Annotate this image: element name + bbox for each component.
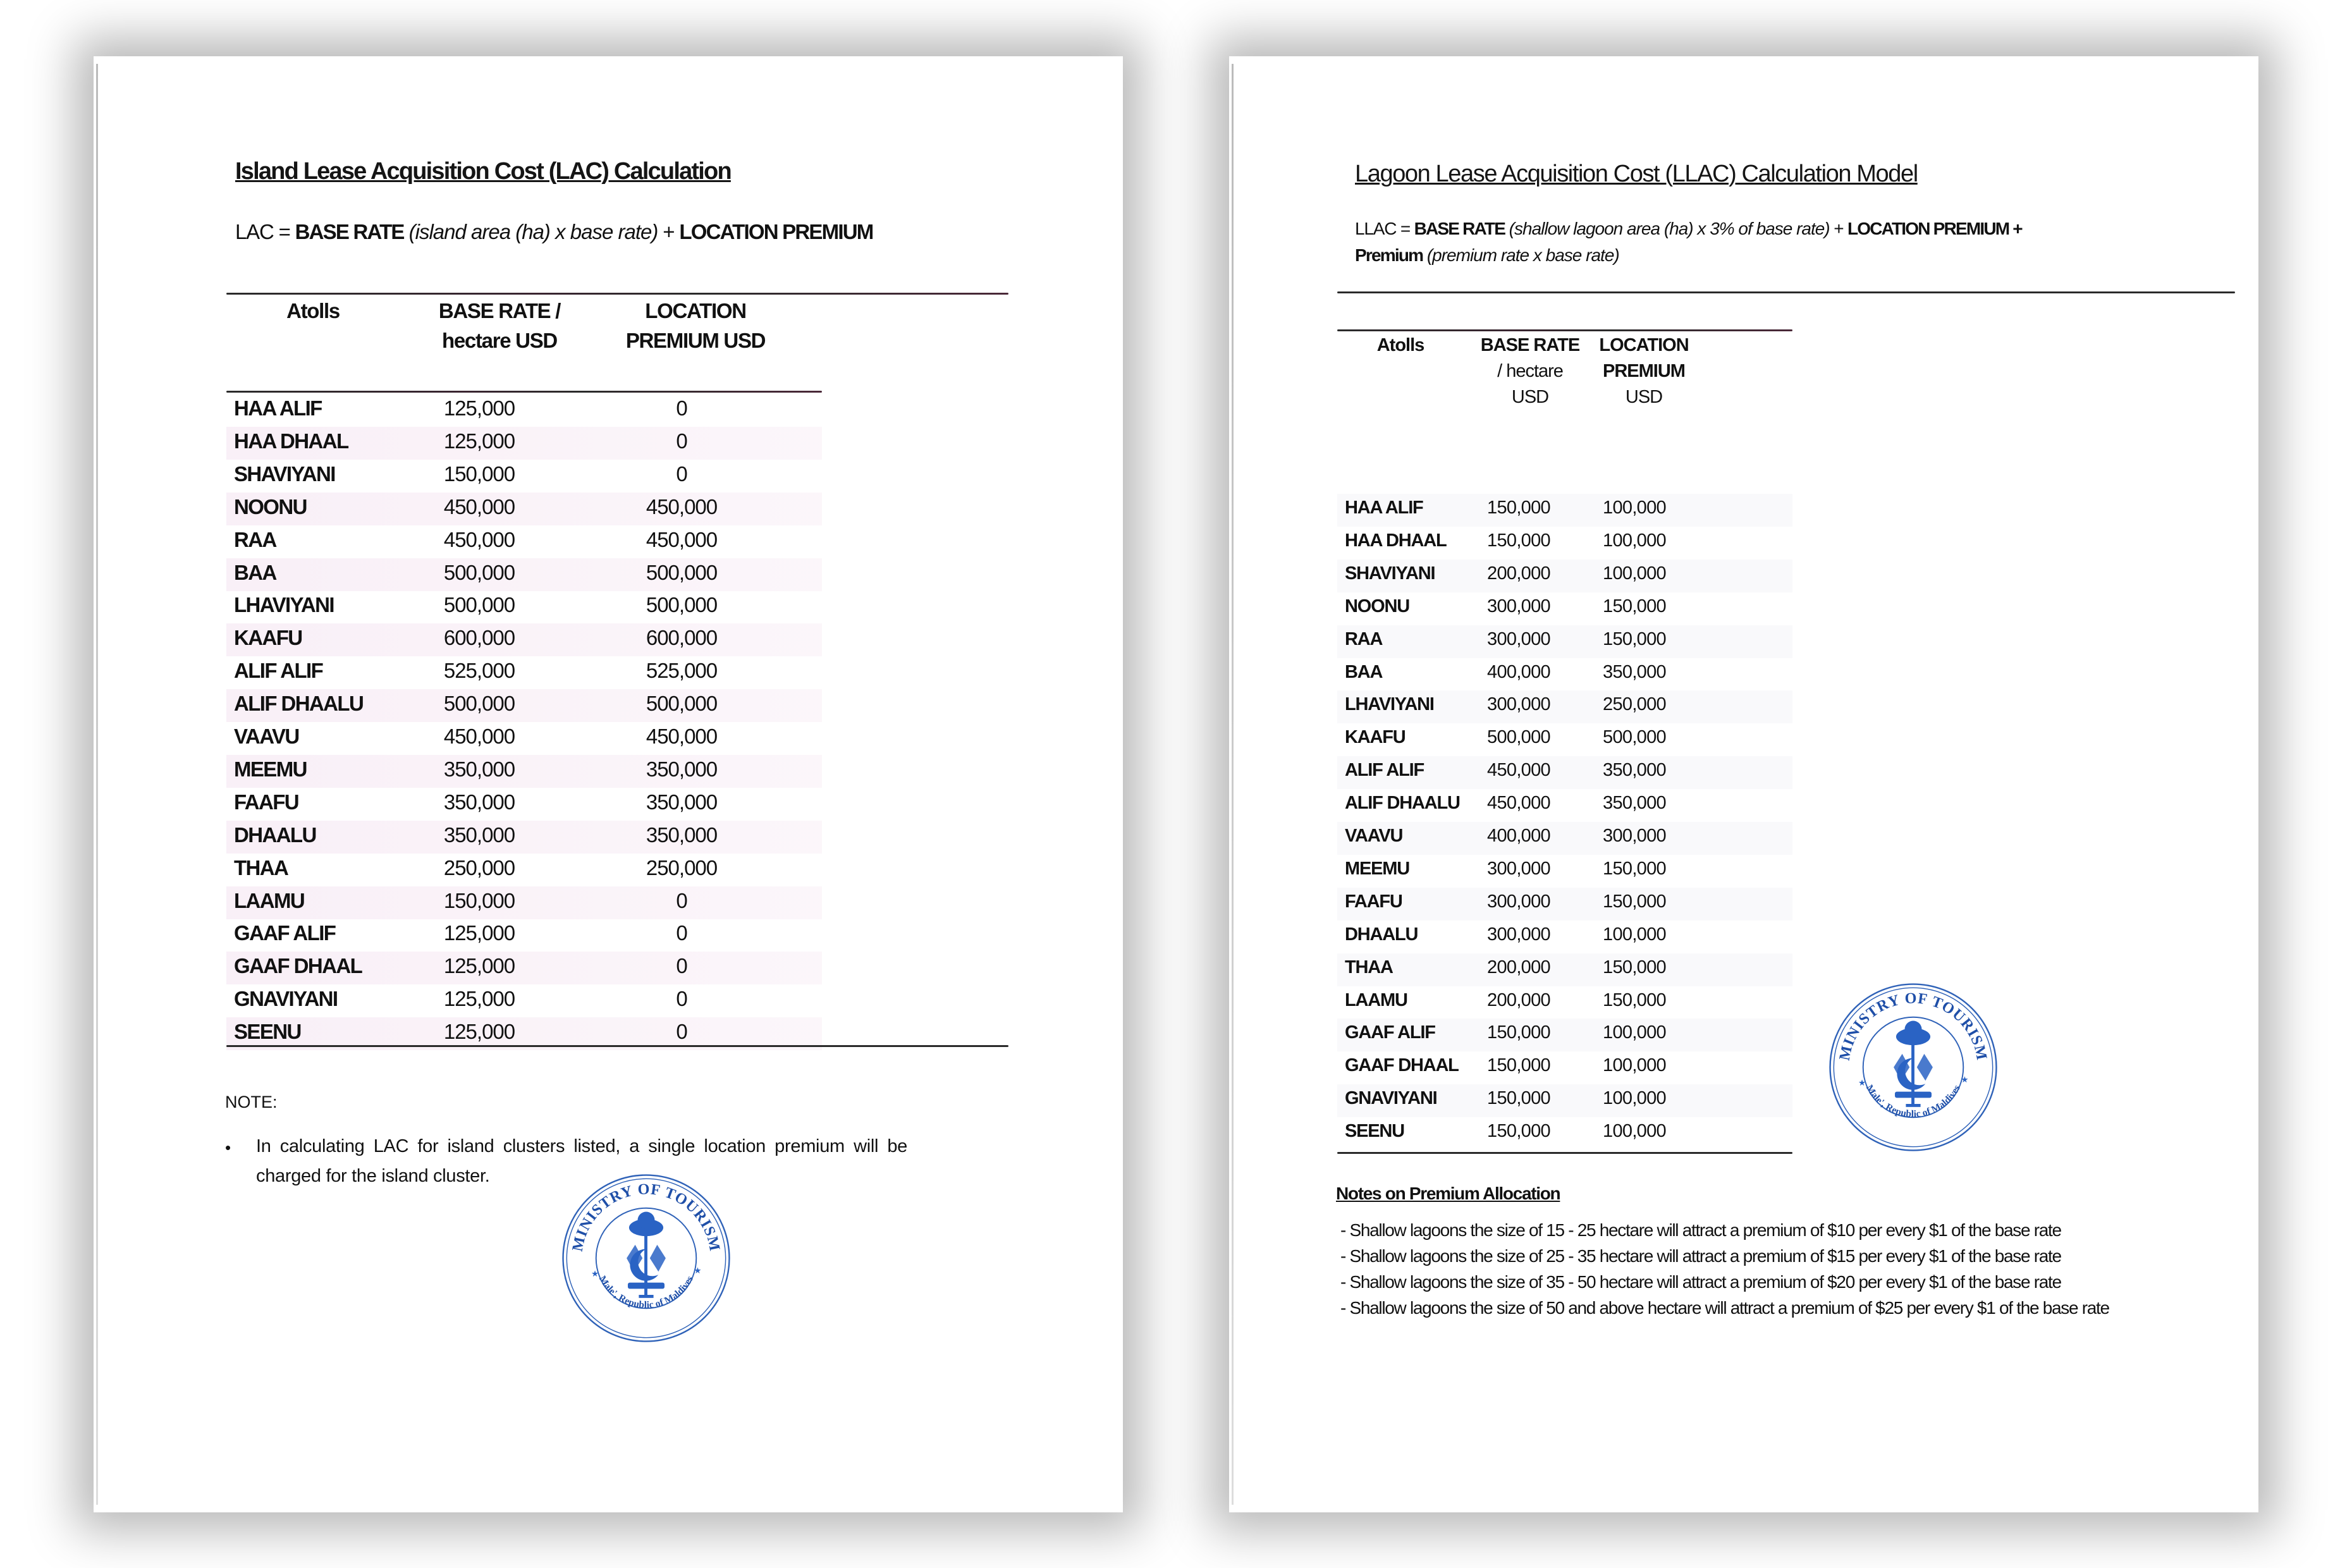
svg-text:Male', Republic of Maldives: Male', Republic of Maldives <box>1863 1082 1963 1120</box>
base-rate-cell: 450,000 <box>1487 760 1550 781</box>
formula-premium: Premium <box>1355 245 1423 265</box>
lac-formula <box>235 220 873 244</box>
atoll-cell: THAA <box>1345 957 1393 977</box>
table-row <box>1337 921 1792 953</box>
atoll-cell: NOONU <box>1345 596 1409 616</box>
notes-heading: Notes on Premium Allocation <box>1336 1184 1560 1203</box>
table-row <box>1337 888 1792 921</box>
atoll-cell: SHAVIYANI <box>1345 563 1435 584</box>
col-header-premium-line3: USD <box>1625 387 1663 407</box>
table-row <box>1337 560 1792 592</box>
base-rate-cell: 125,000 <box>443 429 515 453</box>
col-header-base-rate-line1: BASE RATE <box>1480 335 1580 355</box>
atoll-cell: LAAMU <box>1345 989 1407 1010</box>
atoll-cell: KAAFU <box>1345 727 1406 748</box>
atoll-cell: GAAF DHAAL <box>234 954 362 978</box>
svg-text:MINISTRY OF TOURISM: MINISTRY OF TOURISM <box>568 1180 724 1253</box>
location-premium-cell: 250,000 <box>646 855 718 879</box>
location-premium-cell: 100,000 <box>1603 1055 1666 1076</box>
notes-item: - Shallow lagoons the size of 15 - 25 hectare will attract a premium of $10 per every $1 of the base rate <box>1340 1220 2061 1240</box>
col-header-premium-line2: PREMIUM USD <box>625 329 766 352</box>
base-rate-cell: 500,000 <box>443 593 515 617</box>
location-premium-cell: 600,000 <box>646 626 718 650</box>
llac-formula-line1 <box>1355 219 2022 239</box>
table-row <box>226 591 822 623</box>
atoll-cell: MEEMU <box>1345 858 1409 879</box>
table-row <box>226 755 822 788</box>
formula-base-rate-detail: (island area (ha) x base rate) <box>408 220 658 243</box>
atoll-cell: RAA <box>1345 628 1383 649</box>
base-rate-cell: 125,000 <box>443 987 515 1011</box>
location-premium-cell: 350,000 <box>1603 760 1666 781</box>
table-row <box>1337 986 1792 1019</box>
note-item: In calculating LAC for island clusters listed, a single location premium will be charged for the island cluster. <box>256 1136 907 1186</box>
ministry-of-tourism-seal-icon <box>1822 976 2005 1159</box>
table-row <box>226 623 822 656</box>
location-premium-cell: 500,000 <box>1603 727 1666 748</box>
location-premium-cell: 350,000 <box>646 823 718 847</box>
atoll-cell: SEENU <box>1345 1121 1404 1142</box>
location-premium-cell: 0 <box>676 987 687 1011</box>
formula-bottom-rule <box>1337 291 2235 293</box>
location-premium-cell: 150,000 <box>1603 628 1666 649</box>
base-rate-cell: 525,000 <box>443 659 515 683</box>
base-rate-cell: 125,000 <box>443 1020 515 1044</box>
atoll-cell: GAAF ALIF <box>1345 1022 1435 1043</box>
atoll-cell: DHAALU <box>1345 924 1418 945</box>
llac-title: Lagoon Lease Acquisition Cost (LLAC) Calculation Model <box>1355 161 1918 187</box>
atoll-cell: BAA <box>234 560 276 584</box>
base-rate-cell: 600,000 <box>443 626 515 650</box>
base-rate-cell: 450,000 <box>1487 793 1550 814</box>
atoll-cell: ALIF ALIF <box>234 659 323 683</box>
atoll-cell: SHAVIYANI <box>234 462 335 486</box>
base-rate-cell: 300,000 <box>1487 596 1550 616</box>
table-top-rule <box>1337 329 1792 331</box>
atoll-cell: RAA <box>234 527 276 551</box>
location-premium-cell: 500,000 <box>646 560 718 584</box>
svg-text:★: ★ <box>1858 1078 1866 1087</box>
col-header-base-rate <box>424 296 575 355</box>
base-rate-cell: 150,000 <box>1487 530 1550 551</box>
svg-text:★: ★ <box>1961 1075 1969 1085</box>
formula-plus: + <box>1829 219 1847 238</box>
svg-text:★: ★ <box>694 1266 702 1276</box>
location-premium-cell: 500,000 <box>646 692 718 716</box>
table-row <box>226 656 822 689</box>
formula-location-premium: LOCATION PREMIUM + <box>1847 219 2022 238</box>
base-rate-cell: 125,000 <box>443 954 515 978</box>
base-rate-cell: 250,000 <box>443 855 515 879</box>
formula-prefix: LLAC = <box>1355 219 1414 238</box>
location-premium-cell: 350,000 <box>646 757 718 781</box>
atoll-cell: MEEMU <box>234 757 307 781</box>
ministry-stamp-left <box>554 1167 738 1350</box>
location-premium-cell: 525,000 <box>646 659 718 683</box>
formula-plus: + <box>658 220 680 243</box>
atoll-cell: LHAVIYANI <box>234 593 334 617</box>
col-header-base-rate-line2: / hectare <box>1497 361 1563 381</box>
atoll-cell: LAAMU <box>234 888 305 912</box>
location-premium-cell: 0 <box>676 396 687 420</box>
base-rate-cell: 150,000 <box>1487 1022 1550 1043</box>
atoll-cell: DHAALU <box>234 823 316 847</box>
base-rate-cell: 350,000 <box>443 823 515 847</box>
col-header-premium-line1: LOCATION <box>1599 335 1689 355</box>
atoll-cell: ALIF DHAALU <box>234 692 364 716</box>
location-premium-cell: 0 <box>676 429 687 453</box>
col-header-atolls: Atolls <box>1376 335 1424 355</box>
atoll-cell: FAAFU <box>234 790 298 814</box>
table-row <box>1337 1084 1792 1117</box>
atoll-cell: THAA <box>234 855 288 879</box>
location-premium-cell: 250,000 <box>1603 694 1666 715</box>
formula-base-rate: BASE RATE <box>1414 219 1505 238</box>
base-rate-cell: 150,000 <box>1487 1055 1550 1076</box>
table-row <box>1337 723 1792 756</box>
atoll-cell: HAA DHAAL <box>1345 530 1447 551</box>
table-row <box>1337 658 1792 691</box>
table-top-rule <box>226 293 1008 295</box>
base-rate-cell: 450,000 <box>443 725 515 748</box>
table-row <box>226 821 822 854</box>
location-premium-cell: 350,000 <box>1603 793 1666 814</box>
svg-text:Male', Republic of Maldives: Male', Republic of Maldives <box>596 1273 695 1311</box>
formula-location-premium: LOCATION PREMIUM <box>679 220 873 243</box>
svg-text:MINISTRY OF TOURISM: MINISTRY OF TOURISM <box>1835 989 1991 1062</box>
table-row <box>1337 756 1792 789</box>
col-header-premium-line1: LOCATION <box>645 299 746 322</box>
base-rate-cell: 400,000 <box>1487 826 1550 846</box>
base-rate-cell: 150,000 <box>443 462 515 486</box>
atoll-cell: HAA ALIF <box>1345 498 1423 518</box>
table-row <box>226 722 822 755</box>
atoll-cell: VAAVU <box>234 725 299 748</box>
llac-formula-line2 <box>1355 245 1619 266</box>
col-header-location-premium <box>613 296 778 355</box>
atoll-cell: GNAVIYANI <box>234 987 338 1011</box>
base-rate-cell: 150,000 <box>1487 1088 1550 1109</box>
table-row <box>226 493 822 525</box>
col-header-base-rate-line1: BASE RATE / <box>438 299 561 322</box>
table-row <box>226 525 822 558</box>
col-header-base-rate-line2: hectare USD <box>442 329 557 352</box>
base-rate-cell: 500,000 <box>443 692 515 716</box>
location-premium-cell: 100,000 <box>1603 563 1666 584</box>
svg-text:★: ★ <box>591 1269 599 1278</box>
table-row <box>1337 494 1792 527</box>
base-rate-cell: 400,000 <box>1487 661 1550 682</box>
ministry-of-tourism-seal-icon <box>554 1167 738 1350</box>
table-row <box>226 558 822 591</box>
base-rate-cell: 300,000 <box>1487 891 1550 912</box>
location-premium-cell: 100,000 <box>1603 1121 1666 1142</box>
location-premium-cell: 100,000 <box>1603 1022 1666 1043</box>
table-row <box>1337 953 1792 986</box>
location-premium-cell: 0 <box>676 462 687 486</box>
base-rate-cell: 200,000 <box>1487 957 1550 977</box>
location-premium-cell: 0 <box>676 1020 687 1044</box>
table-row <box>226 427 822 460</box>
atoll-cell: HAA ALIF <box>234 396 322 420</box>
base-rate-cell: 125,000 <box>443 921 515 945</box>
atoll-cell: SEENU <box>234 1020 301 1044</box>
table-row <box>226 854 822 886</box>
formula-base-rate-detail: (shallow lagoon area (ha) x 3% of base rate) <box>1509 219 1830 238</box>
base-rate-cell: 200,000 <box>1487 989 1550 1010</box>
table-row <box>1337 822 1792 855</box>
table-row <box>226 460 822 493</box>
table-row <box>1337 1019 1792 1051</box>
table-row <box>226 919 822 952</box>
notes-item: - Shallow lagoons the size of 50 and above hectare will attract a premium of $25 per every $1 of the base rate <box>1340 1298 2109 1318</box>
table-row <box>226 984 822 1017</box>
formula-prefix: LAC = <box>235 220 295 243</box>
atoll-cell: HAA DHAAL <box>234 429 348 453</box>
location-premium-cell: 150,000 <box>1603 989 1666 1010</box>
table-row <box>226 689 822 722</box>
location-premium-cell: 100,000 <box>1603 530 1666 551</box>
col-header-base-rate-line3: USD <box>1511 387 1549 407</box>
atoll-cell: KAAFU <box>234 626 302 650</box>
location-premium-cell: 150,000 <box>1603 891 1666 912</box>
header-underline-rule <box>226 391 822 393</box>
ministry-stamp-right <box>1822 976 2005 1159</box>
location-premium-cell: 500,000 <box>646 593 718 617</box>
table-row <box>1337 1117 1792 1150</box>
notes-item: - Shallow lagoons the size of 25 - 35 hectare will attract a premium of $15 per every $1 of the base rate <box>1340 1246 2061 1266</box>
table-bottom-rule <box>226 1045 1008 1047</box>
base-rate-cell: 350,000 <box>443 790 515 814</box>
atoll-cell: ALIF ALIF <box>1345 760 1424 781</box>
base-rate-cell: 300,000 <box>1487 858 1550 879</box>
base-rate-cell: 150,000 <box>443 888 515 912</box>
atoll-cell: GAAF DHAAL <box>1345 1055 1459 1076</box>
location-premium-cell: 350,000 <box>1603 661 1666 682</box>
base-rate-cell: 300,000 <box>1487 628 1550 649</box>
atoll-cell: NOONU <box>234 494 307 518</box>
table-bottom-rule <box>1337 1152 1792 1154</box>
base-rate-cell: 350,000 <box>443 757 515 781</box>
location-premium-cell: 100,000 <box>1603 1088 1666 1109</box>
table-row <box>1337 789 1792 822</box>
atoll-cell: LHAVIYANI <box>1345 694 1434 715</box>
location-premium-cell: 100,000 <box>1603 498 1666 518</box>
table-row <box>1337 690 1792 723</box>
table-row <box>226 886 822 919</box>
atoll-cell: GNAVIYANI <box>1345 1088 1437 1109</box>
base-rate-cell: 125,000 <box>443 396 515 420</box>
base-rate-cell: 450,000 <box>443 494 515 518</box>
col-header-atolls: Atolls <box>286 299 340 322</box>
table-row <box>1337 592 1792 625</box>
location-premium-cell: 100,000 <box>1603 924 1666 945</box>
atoll-cell: FAAFU <box>1345 891 1402 912</box>
table-row <box>226 952 822 984</box>
atoll-cell: ALIF DHAALU <box>1345 793 1460 814</box>
base-rate-cell: 450,000 <box>443 527 515 551</box>
base-rate-cell: 300,000 <box>1487 924 1550 945</box>
location-premium-cell: 0 <box>676 888 687 912</box>
base-rate-cell: 500,000 <box>443 560 515 584</box>
location-premium-cell: 150,000 <box>1603 596 1666 616</box>
base-rate-cell: 500,000 <box>1487 727 1550 748</box>
location-premium-cell: 450,000 <box>646 527 718 551</box>
location-premium-cell: 0 <box>676 921 687 945</box>
location-premium-cell: 150,000 <box>1603 858 1666 879</box>
base-rate-cell: 200,000 <box>1487 563 1550 584</box>
lac-title: Island Lease Acquisition Cost (LAC) Calculation <box>235 158 731 185</box>
formula-base-rate: BASE RATE <box>295 220 404 243</box>
col-header-location-premium <box>1590 333 1698 410</box>
col-header-premium-line2: PREMIUM <box>1603 361 1685 381</box>
location-premium-cell: 350,000 <box>646 790 718 814</box>
location-premium-cell: 450,000 <box>646 725 718 748</box>
table-row <box>1337 527 1792 560</box>
note-heading: NOTE: <box>225 1093 278 1112</box>
atoll-cell: VAAVU <box>1345 826 1403 846</box>
table-row <box>226 394 822 427</box>
table-row <box>226 788 822 821</box>
table-row <box>1337 855 1792 888</box>
base-rate-cell: 150,000 <box>1487 498 1550 518</box>
atoll-cell: GAAF ALIF <box>234 921 336 945</box>
table-row <box>1337 1051 1792 1084</box>
table-row <box>1337 625 1792 658</box>
atoll-cell: BAA <box>1345 661 1383 682</box>
notes-item: - Shallow lagoons the size of 35 - 50 hectare will attract a premium of $20 per every $1 of the base rate <box>1340 1272 2061 1292</box>
location-premium-cell: 450,000 <box>646 494 718 518</box>
location-premium-cell: 150,000 <box>1603 957 1666 977</box>
base-rate-cell: 300,000 <box>1487 694 1550 715</box>
location-premium-cell: 0 <box>676 954 687 978</box>
note-bullet-icon: • <box>225 1138 231 1157</box>
col-header-base-rate <box>1476 333 1584 410</box>
location-premium-cell: 300,000 <box>1603 826 1666 846</box>
base-rate-cell: 150,000 <box>1487 1121 1550 1142</box>
formula-premium-detail: (premium rate x base rate) <box>1426 245 1619 265</box>
